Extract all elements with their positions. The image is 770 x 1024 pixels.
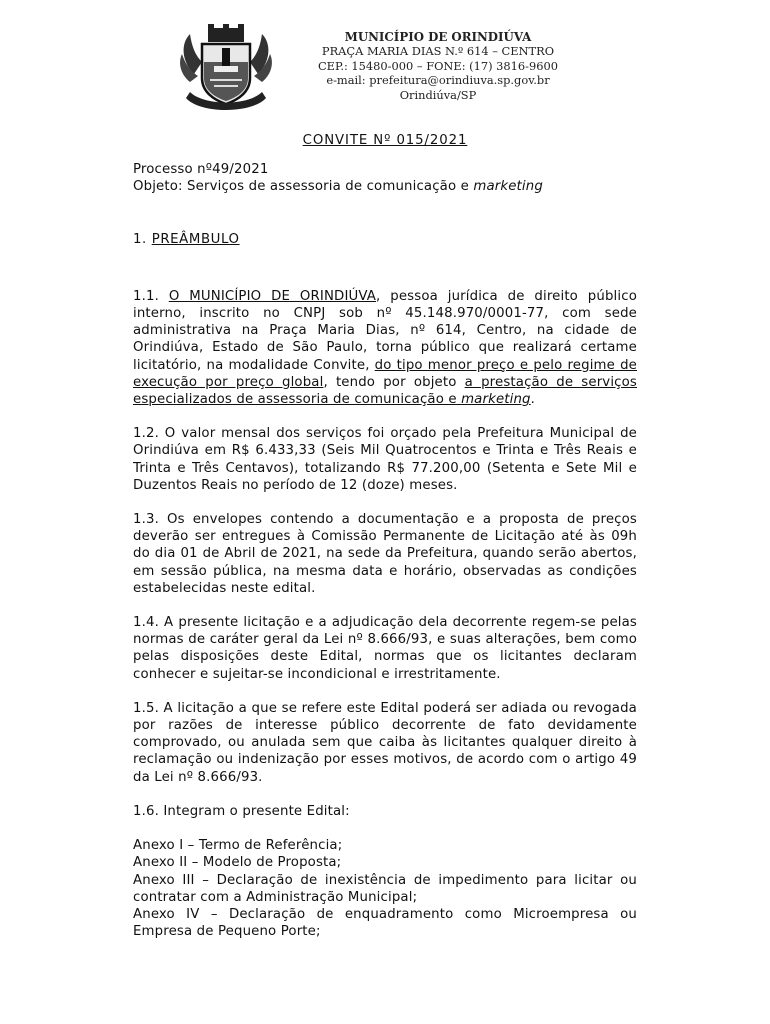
list-item: Anexo II – Modelo de Proposta; bbox=[133, 855, 342, 871]
p1-text-b: , tendo por objeto bbox=[323, 374, 465, 390]
object-line bbox=[133, 178, 637, 195]
list-item: Anexo I – Termo de Referência; bbox=[133, 838, 343, 854]
section-heading bbox=[133, 231, 637, 248]
paragraph-1-6: 1.6. Integram o presente Edital: bbox=[133, 803, 350, 819]
paragraph-1-3: 1.3. Os envelopes contendo a documentação e a proposta de preços deverão ser entregues à Comissão Permanente de Licitação até às 09h do dia 01 de Abril de 2021, na sede da Prefeitura, quando serão abertos, em sessão pública, na mesma data e horário, observadas as condições estabelecidas neste edital. bbox=[133, 512, 637, 596]
paragraph-1-2: 1.2. O valor mensal dos serviços foi orçado pela Prefeitura Municipal de Orindiúva em R$ 6.433,33 (Seis Mil Quatrocentos e Trinta e Três Reais e Trinta e Três Centavos), totalizando R$ 77.200,00 (Setenta e Sete Mil e Duzentos Reais no período de 12 (doze) meses. bbox=[133, 426, 637, 493]
document-title: CONVITE Nº 015/2021 bbox=[302, 133, 468, 148]
municipal-coat-of-arms-icon bbox=[176, 22, 276, 120]
process-number: Processo nº49/2021 bbox=[133, 162, 269, 178]
contact-line: CEP.: 15480-000 – FONE: (17) 3816-9600 bbox=[317, 58, 559, 73]
p1-type: do tipo menor preço e pelo regime de execução por preço global bbox=[133, 357, 637, 390]
letterhead bbox=[176, 22, 576, 122]
p1-end: . bbox=[530, 392, 536, 408]
p1-text-a: , pessoa jurídica de direito público interno, inscrito no CNPJ sob nº 45.148.970/0001-77, com sede administrativa na Praça Maria Dias, nº 614, Centro, na cidade de Orindiúva, Estado de São Paulo, torna público que realizará certame licitatório, na modalidade Convite, bbox=[133, 288, 637, 373]
p1-subject: O MUNICÍPIO DE ORINDIÚVA bbox=[168, 288, 377, 304]
section-title: PREÂMBULO bbox=[151, 231, 240, 247]
paragraph-1-4: 1.4. A presente licitação e a adjudicação dela decorrente regem-se pelas normas de caráter geral da Lei nº 8.666/93, e suas alterações, bem como pelas disposições deste Edital, normas que os licitantes declaram conhecer e sujeitar-se incondicional e irrestritamente. bbox=[133, 615, 637, 682]
object-italic: marketing bbox=[473, 179, 543, 195]
section-number: 1. bbox=[133, 231, 152, 247]
p1-object: a prestação de serviços especializados de assessoria de comunicação e bbox=[133, 374, 637, 408]
list-item: Anexo III – Declaração de inexistência de impedimento para licitar ou contratar com a Administração Municipal; bbox=[133, 872, 637, 905]
paragraph-1-1 bbox=[133, 288, 637, 408]
p1-object-italic: marketing bbox=[461, 392, 531, 408]
email-line: e-mail: prefeitura@orindiuva.sp.gov.br bbox=[326, 73, 550, 88]
paragraph-1-5: 1.5. A licitação a que se refere este Edital poderá ser adiada ou revogada por razões de interesse público decorrente de fato devidamente comprovado, ou anulada sem que caiba às licitantes qualquer direito à reclamação ou indenização por esses motivos, de acordo com o artigo 49 da Lei nº 8.666/93. bbox=[133, 700, 637, 785]
annex-list bbox=[133, 837, 637, 940]
municipality-name: MUNICÍPIO DE ORINDIÚVA bbox=[344, 30, 532, 44]
object-prefix: Objeto: Serviços de assessoria de comunicação e bbox=[133, 179, 474, 195]
city-line: Orindiúva/SP bbox=[399, 87, 477, 102]
p1-number: 1.1. bbox=[133, 288, 169, 304]
address-line: PRAÇA MARIA DIAS N.º 614 – CENTRO bbox=[321, 44, 555, 59]
list-item: Anexo IV – Declaração de enquadramento como Microempresa ou Empresa de Pequeno Porte; bbox=[133, 906, 637, 940]
document-body bbox=[133, 132, 637, 940]
